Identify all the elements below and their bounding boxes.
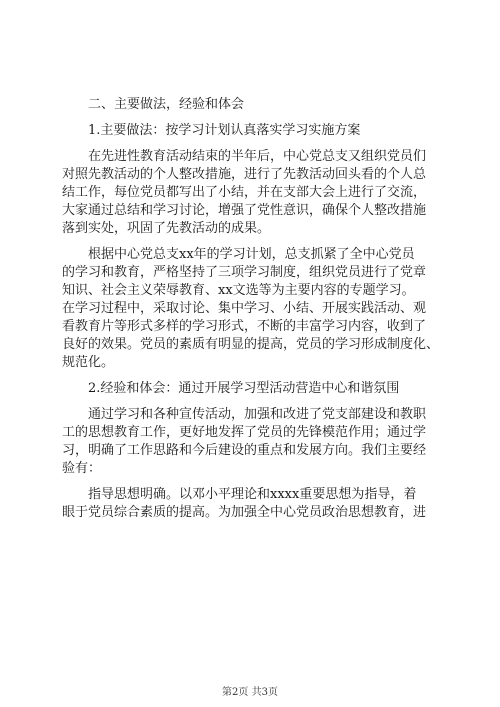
paragraph-line: 根据中心党总支xx年的学习计划，总支抓紧了全中心党员 xyxy=(88,247,415,262)
paragraph-line: 在学习过程中，采取讨论、集中学习、小结、开展实践活动、观 xyxy=(62,301,427,316)
paragraph-line: 习，明确了工作思路和今后建设的重点和发展方向。我们主要经 xyxy=(62,443,427,458)
paragraph-3 xyxy=(62,406,446,478)
paragraph-1 xyxy=(62,148,446,238)
paragraph-line: 在先进性教育活动结束的半年后，中心党总支又组织党员们 xyxy=(88,149,427,164)
section1-title: 1.主要做法：按学习计划认真落实学习实施方案 xyxy=(88,123,361,138)
page-number-footer: 第2页 共3页 xyxy=(222,687,278,698)
paragraph-line: 良好的效果。党员的素质有明显的提高，党员的学习形成制度化、 xyxy=(62,337,440,352)
paragraph-line: 的学习和教育，严格坚持了三项学习制度，组织党员进行了党章 xyxy=(62,265,427,280)
paragraph-line: 指导思想明确。以邓小平理论和xxxx重要思想为指导，着 xyxy=(88,487,417,502)
paragraph-2 xyxy=(62,246,446,372)
paragraph-line: 眼于党员综合素质的提高。为加强全中心党员政治思想教育，进 xyxy=(62,505,427,520)
paragraph-line: 大家通过总结和学习讨论，增强了党性意识，确保个人整改措施 xyxy=(62,203,427,218)
paragraph-line: 知识、社会主义荣辱教育、xx文选等为主要内容的专题学习。 xyxy=(62,283,415,298)
paragraph-line: 对照先教活动的个人整改措施，进行了先教活动回头看的个人总 xyxy=(62,167,427,182)
paragraph-line: 规范化。 xyxy=(62,355,115,370)
paragraph-line: 落到实处，巩固了先教活动的成果。 xyxy=(62,221,271,236)
section-heading: 二、主要做法，经验和体会 xyxy=(88,97,245,112)
paragraph-line: 通过学习和各种宣传活动，加强和改进了党支部建设和教职 xyxy=(88,407,427,422)
paragraph-line: 验有： xyxy=(62,461,102,476)
paragraph-line: 工的思想教育工作，更好地发挥了党员的先锋模范作用；通过学 xyxy=(62,425,427,440)
paragraph-line: 看教育片等形式多样的学习形式，不断的丰富学习内容，收到了 xyxy=(62,319,427,334)
paragraph-4 xyxy=(62,486,446,522)
paragraph-line: 结工作，每位党员都写出了小结，并在支部大会上进行了交流， xyxy=(62,185,427,200)
section2-title: 2.经验和体会：通过开展学习型活动营造中心和谐氛围 xyxy=(88,381,400,396)
document-body xyxy=(62,96,446,522)
